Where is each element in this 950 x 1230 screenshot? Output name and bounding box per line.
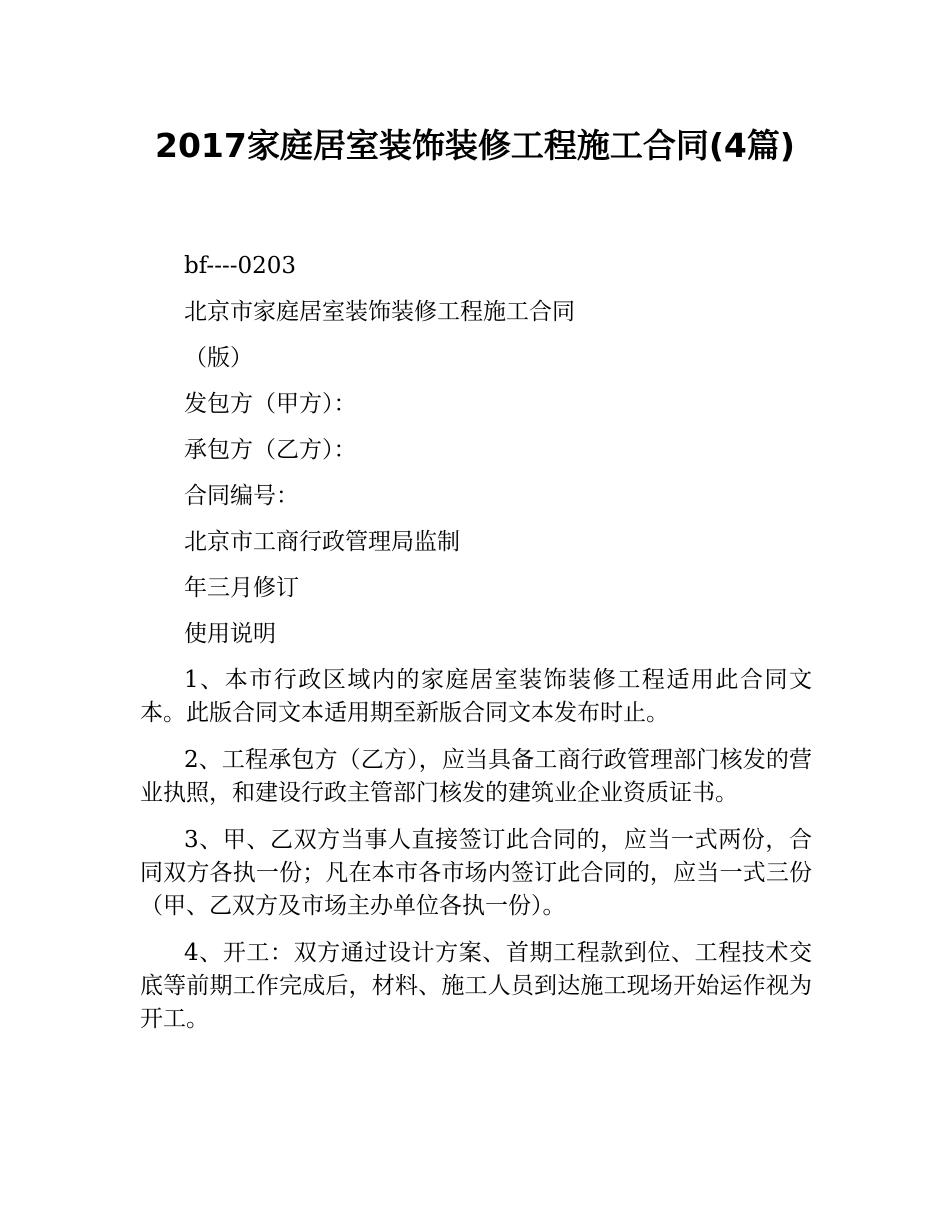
instruction-paragraph-3: 3、甲、乙双方当事人直接签订此合同的，应当一式两份，合同双方各执一份；凡在本市各市场内签订此合同的，应当一式三份（甲、乙双方及市场主办单位各执一份）。 [140, 827, 812, 919]
instruction-paragraph-2: 2、工程承包方（乙方），应当具备工商行政管理部门核发的营业执照，和建设行政主管部门核发的建筑业企业资质证书。 [140, 747, 812, 806]
revision-line: 年三月修订 [184, 575, 299, 601]
edition-label: （版） [184, 345, 253, 371]
supervisor-line: 北京市工商行政管理局监制 [184, 529, 460, 555]
instruction-paragraph-4: 4、开工：双方通过设计方案、首期工程款到位、工程技术交底等前期工作完成后，材料、施工人员到达施工现场开始运作视为开工。 [140, 940, 812, 1032]
party-a-label: 发包方（甲方）： [184, 391, 357, 417]
document-body [140, 250, 812, 1050]
instructions-heading: 使用说明 [184, 621, 276, 647]
document-title: 2017家庭居室装饰装修工程施工合同(4篇) [155, 126, 795, 165]
contract-number-label: 合同编号： [184, 483, 299, 509]
instruction-paragraph-1: 1、本市行政区域内的家庭居室装饰装修工程适用此合同文本。此版合同文本适用期至新版合同文本发布时止。 [140, 667, 812, 726]
contract-name: 北京市家庭居室装饰装修工程施工合同 [184, 299, 575, 325]
party-b-label: 承包方（乙方）： [184, 437, 357, 463]
document-code: bf----0203 [184, 253, 297, 279]
